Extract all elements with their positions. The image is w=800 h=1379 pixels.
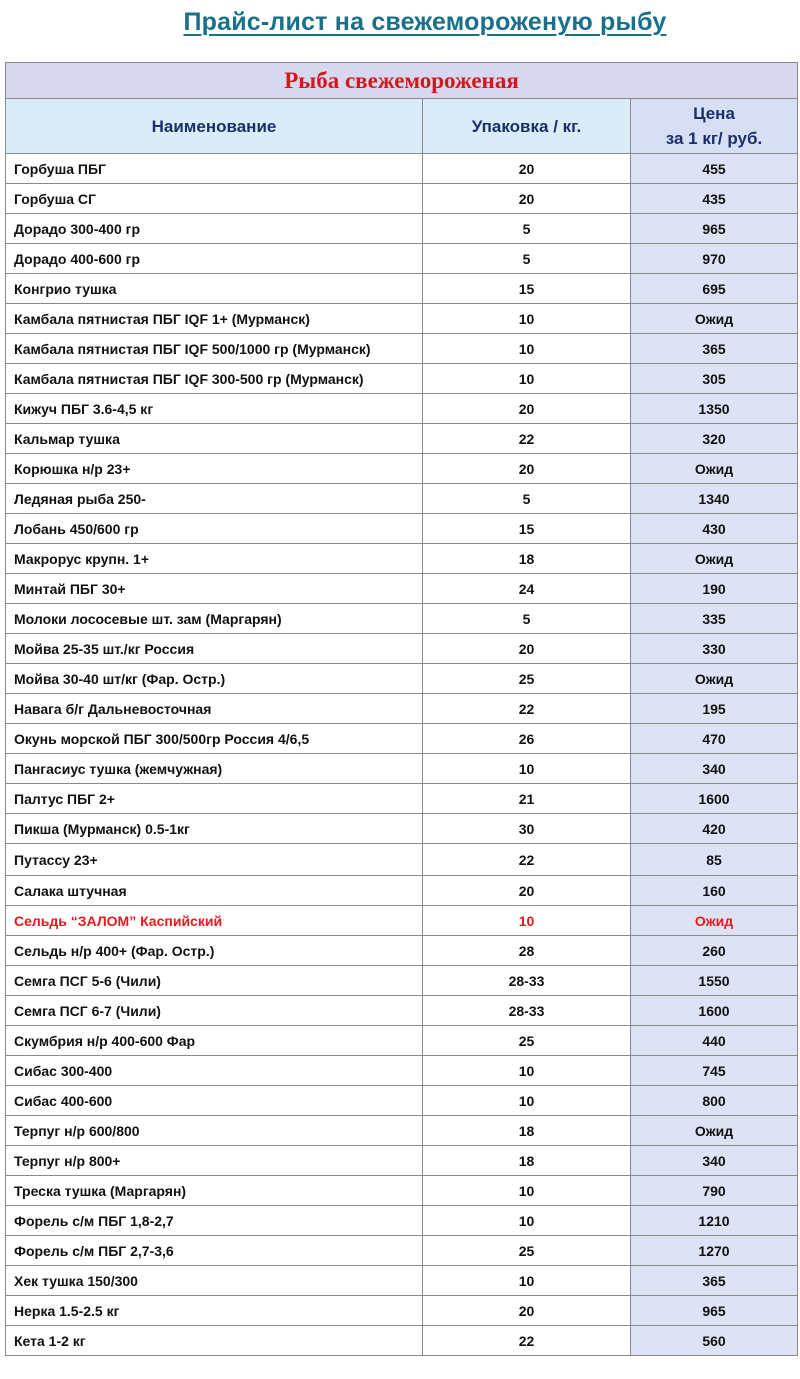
table-row (6, 844, 798, 876)
product-name-cell: Сибас 300-400 (6, 1056, 423, 1086)
table-row (6, 244, 798, 274)
price-cell: Ожид (631, 906, 798, 936)
table-row (6, 1326, 798, 1356)
table-row (6, 214, 798, 244)
product-name-cell: Кижуч ПБГ 3.6-4,5 кг (6, 394, 423, 424)
table-row (6, 154, 798, 184)
column-header-price-line1: Цена (693, 104, 735, 123)
product-name-cell: Терпуг н/р 800+ (6, 1146, 423, 1176)
table-row (6, 1116, 798, 1146)
product-name-cell: Семга ПСГ 6-7 (Чили) (6, 996, 423, 1026)
price-cell: 470 (631, 724, 798, 754)
price-cell: 160 (631, 876, 798, 906)
product-name-cell: Конгрио тушка (6, 274, 423, 304)
table-row (6, 876, 798, 906)
table-row (6, 996, 798, 1026)
product-name-cell: Дорадо 300-400 гр (6, 214, 423, 244)
product-name-cell: Хек тушка 150/300 (6, 1266, 423, 1296)
package-weight-cell: 20 (423, 634, 631, 664)
price-cell: 695 (631, 274, 798, 304)
section-title: Рыба свежемороженая (6, 63, 798, 99)
product-name-cell: Терпуг н/р 600/800 (6, 1116, 423, 1146)
product-name-cell: Сельдь “ЗАЛОМ” Каспийский (6, 906, 423, 936)
price-cell: Ожид (631, 544, 798, 574)
package-weight-cell: 24 (423, 574, 631, 604)
section-header-row (6, 63, 798, 99)
price-cell: 85 (631, 844, 798, 876)
package-weight-cell: 5 (423, 214, 631, 244)
table-row (6, 1266, 798, 1296)
package-weight-cell: 15 (423, 514, 631, 544)
price-table-body (6, 154, 798, 1356)
price-cell: Ожид (631, 664, 798, 694)
price-cell: 1270 (631, 1236, 798, 1266)
price-cell: 435 (631, 184, 798, 214)
product-name-cell: Навага б/г Дальневосточная (6, 694, 423, 724)
price-cell: 1600 (631, 784, 798, 814)
product-name-cell: Кета 1-2 кг (6, 1326, 423, 1356)
table-row (6, 394, 798, 424)
package-weight-cell: 25 (423, 1026, 631, 1056)
table-row (6, 334, 798, 364)
price-cell: Ожид (631, 1116, 798, 1146)
price-cell: 340 (631, 754, 798, 784)
price-cell: 320 (631, 424, 798, 454)
product-name-cell: Горбуша ПБГ (6, 154, 423, 184)
table-row (6, 484, 798, 514)
table-row (6, 936, 798, 966)
table-row (6, 364, 798, 394)
price-cell: Ожид (631, 454, 798, 484)
package-weight-cell: 22 (423, 694, 631, 724)
package-weight-cell: 10 (423, 1056, 631, 1086)
table-row (6, 1026, 798, 1056)
package-weight-cell: 20 (423, 394, 631, 424)
price-cell: 560 (631, 1326, 798, 1356)
table-row (6, 664, 798, 694)
package-weight-cell: 22 (423, 1326, 631, 1356)
price-cell: 790 (631, 1176, 798, 1206)
product-name-cell: Лобань 450/600 гр (6, 514, 423, 544)
table-row (6, 1086, 798, 1116)
price-cell: 965 (631, 214, 798, 244)
product-name-cell: Мойва 25-35 шт./кг Россия (6, 634, 423, 664)
product-name-cell: Нерка 1.5-2.5 кг (6, 1296, 423, 1326)
package-weight-cell: 10 (423, 304, 631, 334)
table-row (6, 1176, 798, 1206)
table-row (6, 1146, 798, 1176)
product-name-cell: Камбала пятнистая ПБГ IQF 500/1000 гр (Мурманск) (6, 334, 423, 364)
package-weight-cell: 10 (423, 754, 631, 784)
price-cell: 800 (631, 1086, 798, 1116)
product-name-cell: Палтус ПБГ 2+ (6, 784, 423, 814)
price-cell: 260 (631, 936, 798, 966)
product-name-cell: Форель с/м ПБГ 2,7-3,6 (6, 1236, 423, 1266)
price-cell: 335 (631, 604, 798, 634)
price-cell: 305 (631, 364, 798, 394)
product-name-cell: Сельдь н/р 400+ (Фар. Остр.) (6, 936, 423, 966)
product-name-cell: Треска тушка (Маргарян) (6, 1176, 423, 1206)
table-row (6, 274, 798, 304)
price-cell: 340 (631, 1146, 798, 1176)
table-row (6, 604, 798, 634)
product-name-cell: Мойва 30-40 шт/кг (Фар. Остр.) (6, 664, 423, 694)
package-weight-cell: 20 (423, 184, 631, 214)
price-cell: 1600 (631, 996, 798, 1026)
product-name-cell: Скумбрия н/р 400-600 Фар (6, 1026, 423, 1056)
product-name-cell: Камбала пятнистая ПБГ IQF 1+ (Мурманск) (6, 304, 423, 334)
price-cell: 195 (631, 694, 798, 724)
product-name-cell: Макрорус крупн. 1+ (6, 544, 423, 574)
column-header-row (6, 99, 798, 154)
package-weight-cell: 26 (423, 724, 631, 754)
column-header-price-line2: за 1 кг/ руб. (665, 129, 763, 148)
package-weight-cell: 10 (423, 1206, 631, 1236)
price-cell: Ожид (631, 304, 798, 334)
page-title (0, 8, 800, 37)
price-cell: 965 (631, 1296, 798, 1326)
price-cell: 455 (631, 154, 798, 184)
table-row (6, 1206, 798, 1236)
price-cell: 420 (631, 814, 798, 844)
package-weight-cell: 10 (423, 1266, 631, 1296)
package-weight-cell: 10 (423, 364, 631, 394)
package-weight-cell: 20 (423, 1296, 631, 1326)
price-cell: 430 (631, 514, 798, 544)
package-weight-cell: 22 (423, 844, 631, 876)
table-row (6, 544, 798, 574)
table-row (6, 1056, 798, 1086)
price-cell: 1340 (631, 484, 798, 514)
package-weight-cell: 21 (423, 784, 631, 814)
price-cell: 365 (631, 1266, 798, 1296)
package-weight-cell: 22 (423, 424, 631, 454)
table-row (6, 574, 798, 604)
table-row (6, 724, 798, 754)
package-weight-cell: 15 (423, 274, 631, 304)
product-name-cell: Путассу 23+ (6, 844, 423, 876)
package-weight-cell: 5 (423, 484, 631, 514)
price-cell: 365 (631, 334, 798, 364)
table-row (6, 754, 798, 784)
package-weight-cell: 28-33 (423, 996, 631, 1026)
product-name-cell: Корюшка н/р 23+ (6, 454, 423, 484)
product-name-cell: Ледяная рыба 250- (6, 484, 423, 514)
table-row (6, 184, 798, 214)
price-cell: 970 (631, 244, 798, 274)
table-row (6, 454, 798, 484)
page-title-text: Прайс-лист на свежемороженую рыбу (183, 8, 667, 36)
table-row (6, 304, 798, 334)
product-name-cell: Форель с/м ПБГ 1,8-2,7 (6, 1206, 423, 1236)
price-cell: 440 (631, 1026, 798, 1056)
package-weight-cell: 20 (423, 454, 631, 484)
package-weight-cell: 18 (423, 1146, 631, 1176)
price-cell: 330 (631, 634, 798, 664)
package-weight-cell: 20 (423, 876, 631, 906)
package-weight-cell: 25 (423, 1236, 631, 1266)
product-name-cell: Семга ПСГ 5-6 (Чили) (6, 966, 423, 996)
package-weight-cell: 28-33 (423, 966, 631, 996)
table-row (6, 1296, 798, 1326)
product-name-cell: Пангасиус тушка (жемчужная) (6, 754, 423, 784)
table-row (6, 784, 798, 814)
product-name-cell: Окунь морской ПБГ 300/500гр Россия 4/6,5 (6, 724, 423, 754)
product-name-cell: Сибас 400-600 (6, 1086, 423, 1116)
package-weight-cell: 28 (423, 936, 631, 966)
table-row (6, 634, 798, 664)
table-row (6, 966, 798, 996)
package-weight-cell: 25 (423, 664, 631, 694)
table-row (6, 906, 798, 936)
price-cell: 1550 (631, 966, 798, 996)
package-weight-cell: 5 (423, 244, 631, 274)
price-cell: 1350 (631, 394, 798, 424)
package-weight-cell: 20 (423, 154, 631, 184)
product-name-cell: Камбала пятнистая ПБГ IQF 300-500 гр (Мурманск) (6, 364, 423, 394)
package-weight-cell: 18 (423, 544, 631, 574)
package-weight-cell: 10 (423, 906, 631, 936)
package-weight-cell: 18 (423, 1116, 631, 1146)
price-cell: 1210 (631, 1206, 798, 1236)
table-row (6, 694, 798, 724)
product-name-cell: Пикша (Мурманск) 0.5-1кг (6, 814, 423, 844)
package-weight-cell: 10 (423, 1176, 631, 1206)
price-cell: 745 (631, 1056, 798, 1086)
product-name-cell: Кальмар тушка (6, 424, 423, 454)
product-name-cell: Молоки лососевые шт. зам (Маргарян) (6, 604, 423, 634)
product-name-cell: Горбуша СГ (6, 184, 423, 214)
price-table (5, 62, 798, 1356)
column-header-pack: Упаковка / кг. (423, 99, 631, 154)
table-row (6, 1236, 798, 1266)
table-row (6, 424, 798, 454)
column-header-name: Наименование (6, 99, 423, 154)
product-name-cell: Салака штучная (6, 876, 423, 906)
table-row (6, 814, 798, 844)
column-header-price (631, 99, 798, 154)
package-weight-cell: 30 (423, 814, 631, 844)
package-weight-cell: 10 (423, 334, 631, 364)
product-name-cell: Минтай ПБГ 30+ (6, 574, 423, 604)
price-cell: 190 (631, 574, 798, 604)
table-row (6, 514, 798, 544)
package-weight-cell: 5 (423, 604, 631, 634)
product-name-cell: Дорадо 400-600 гр (6, 244, 423, 274)
package-weight-cell: 10 (423, 1086, 631, 1116)
